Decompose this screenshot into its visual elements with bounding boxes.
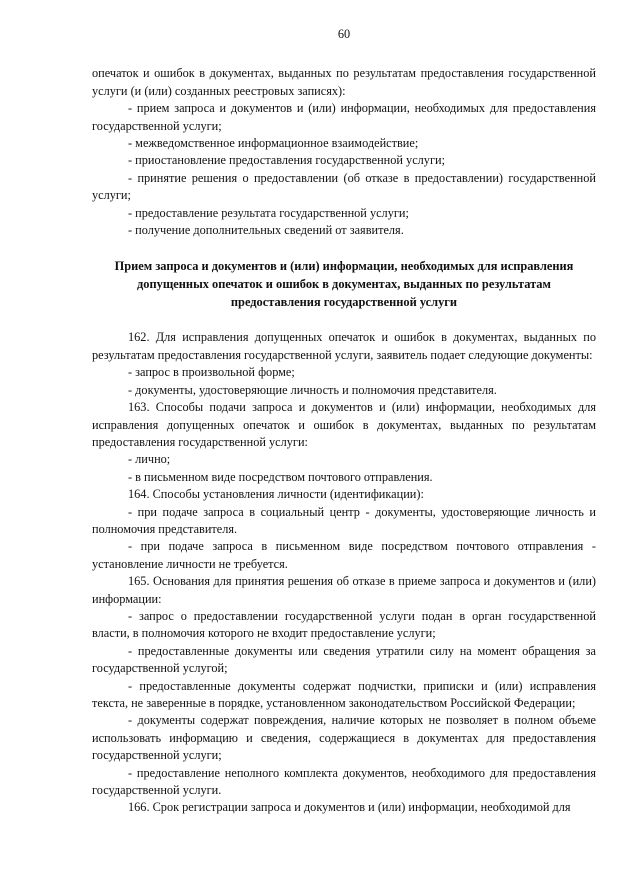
list-item: - в письменном виде посредством почтового отправления. bbox=[128, 469, 433, 484]
paragraph-166: 166. Срок регистрации запроса и документов и (или) информации, необходимой для bbox=[128, 800, 571, 815]
list-item: - предоставление неполного комплекта документов, необходимого для предоставления государственной услуги. bbox=[92, 765, 596, 798]
list-item: - межведомственное информационное взаимодействие; bbox=[128, 136, 419, 151]
paragraph-164: 164. Способы установления личности (идентификации): bbox=[128, 487, 424, 502]
document-page bbox=[92, 26, 596, 817]
paragraph-165: 165. Основания для принятия решения об отказе в приеме запроса и документов и (или) информации: bbox=[92, 574, 596, 606]
list-item: - приостановление предоставления государственной услуги; bbox=[128, 153, 445, 168]
list-item: - запрос в произвольной форме; bbox=[128, 365, 295, 380]
paragraph-163: 163. Способы подачи запроса и документов и (или) информации, необходимых для исправления допущенных опечаток и ошибок в документах, выданных по результатам предоставления государственной услуги: bbox=[92, 400, 596, 449]
list-item: - документы, удостоверяющие личность и полномочия представителя. bbox=[128, 382, 497, 397]
list-item: - предоставленные документы содержат подчистки, приписки и (или) исправления текста, не заверенные в порядке, установленном законодательством Российской Федерации; bbox=[92, 678, 596, 710]
list-item: - предоставление результата государственной услуги; bbox=[128, 205, 409, 220]
list-item: - предоставленные документы или сведения утратили силу на момент обращения за государственной услугой; bbox=[92, 643, 596, 676]
list-item: - получение дополнительных сведений от заявителя. bbox=[128, 223, 404, 238]
list-item: - принятие решения о предоставлении (об отказе в предоставлении) государственной услуги; bbox=[92, 170, 596, 203]
list-item: - при подаче запроса в письменном виде посредством почтового отправления - установление личности не требуется. bbox=[92, 539, 596, 571]
list-item: - при подаче запроса в социальный центр - документы, удостоверяющие личность и полномочия представителя. bbox=[92, 504, 596, 536]
intro-paragraph: опечаток и ошибок в документах, выданных по результатам предоставления государственной услуги (и (или) созданных реестровых записях): bbox=[92, 66, 596, 98]
spacer bbox=[92, 239, 596, 257]
paragraph-162: 162. Для исправления допущенных опечаток и ошибок в документах, выданных по результатам предоставления государственной услуги, заявитель подает следующие документы: bbox=[92, 330, 596, 362]
spacer bbox=[92, 311, 596, 329]
list-item: - запрос о предоставлении государственной услуги подан в орган государственной власти, в полномочия которого не входит предоставление услуги; bbox=[92, 608, 596, 641]
section-heading: Прием запроса и документов и (или) информации, необходимых для исправления допущенных опечаток и ошибок в документах, выданных по результатам предоставления государственной услуги bbox=[114, 259, 574, 310]
list-item: - прием запроса и документов и (или) информации, необходимых для предоставления государственной услуги; bbox=[92, 101, 596, 133]
list-item: - документы содержат повреждения, наличие которых не позволяет в полном объеме использовать информацию и сведения, содержащиеся в документах для предоставления государственной услуги; bbox=[92, 713, 596, 763]
list-item: - лично; bbox=[128, 452, 171, 467]
page-number: 60 bbox=[337, 27, 351, 41]
